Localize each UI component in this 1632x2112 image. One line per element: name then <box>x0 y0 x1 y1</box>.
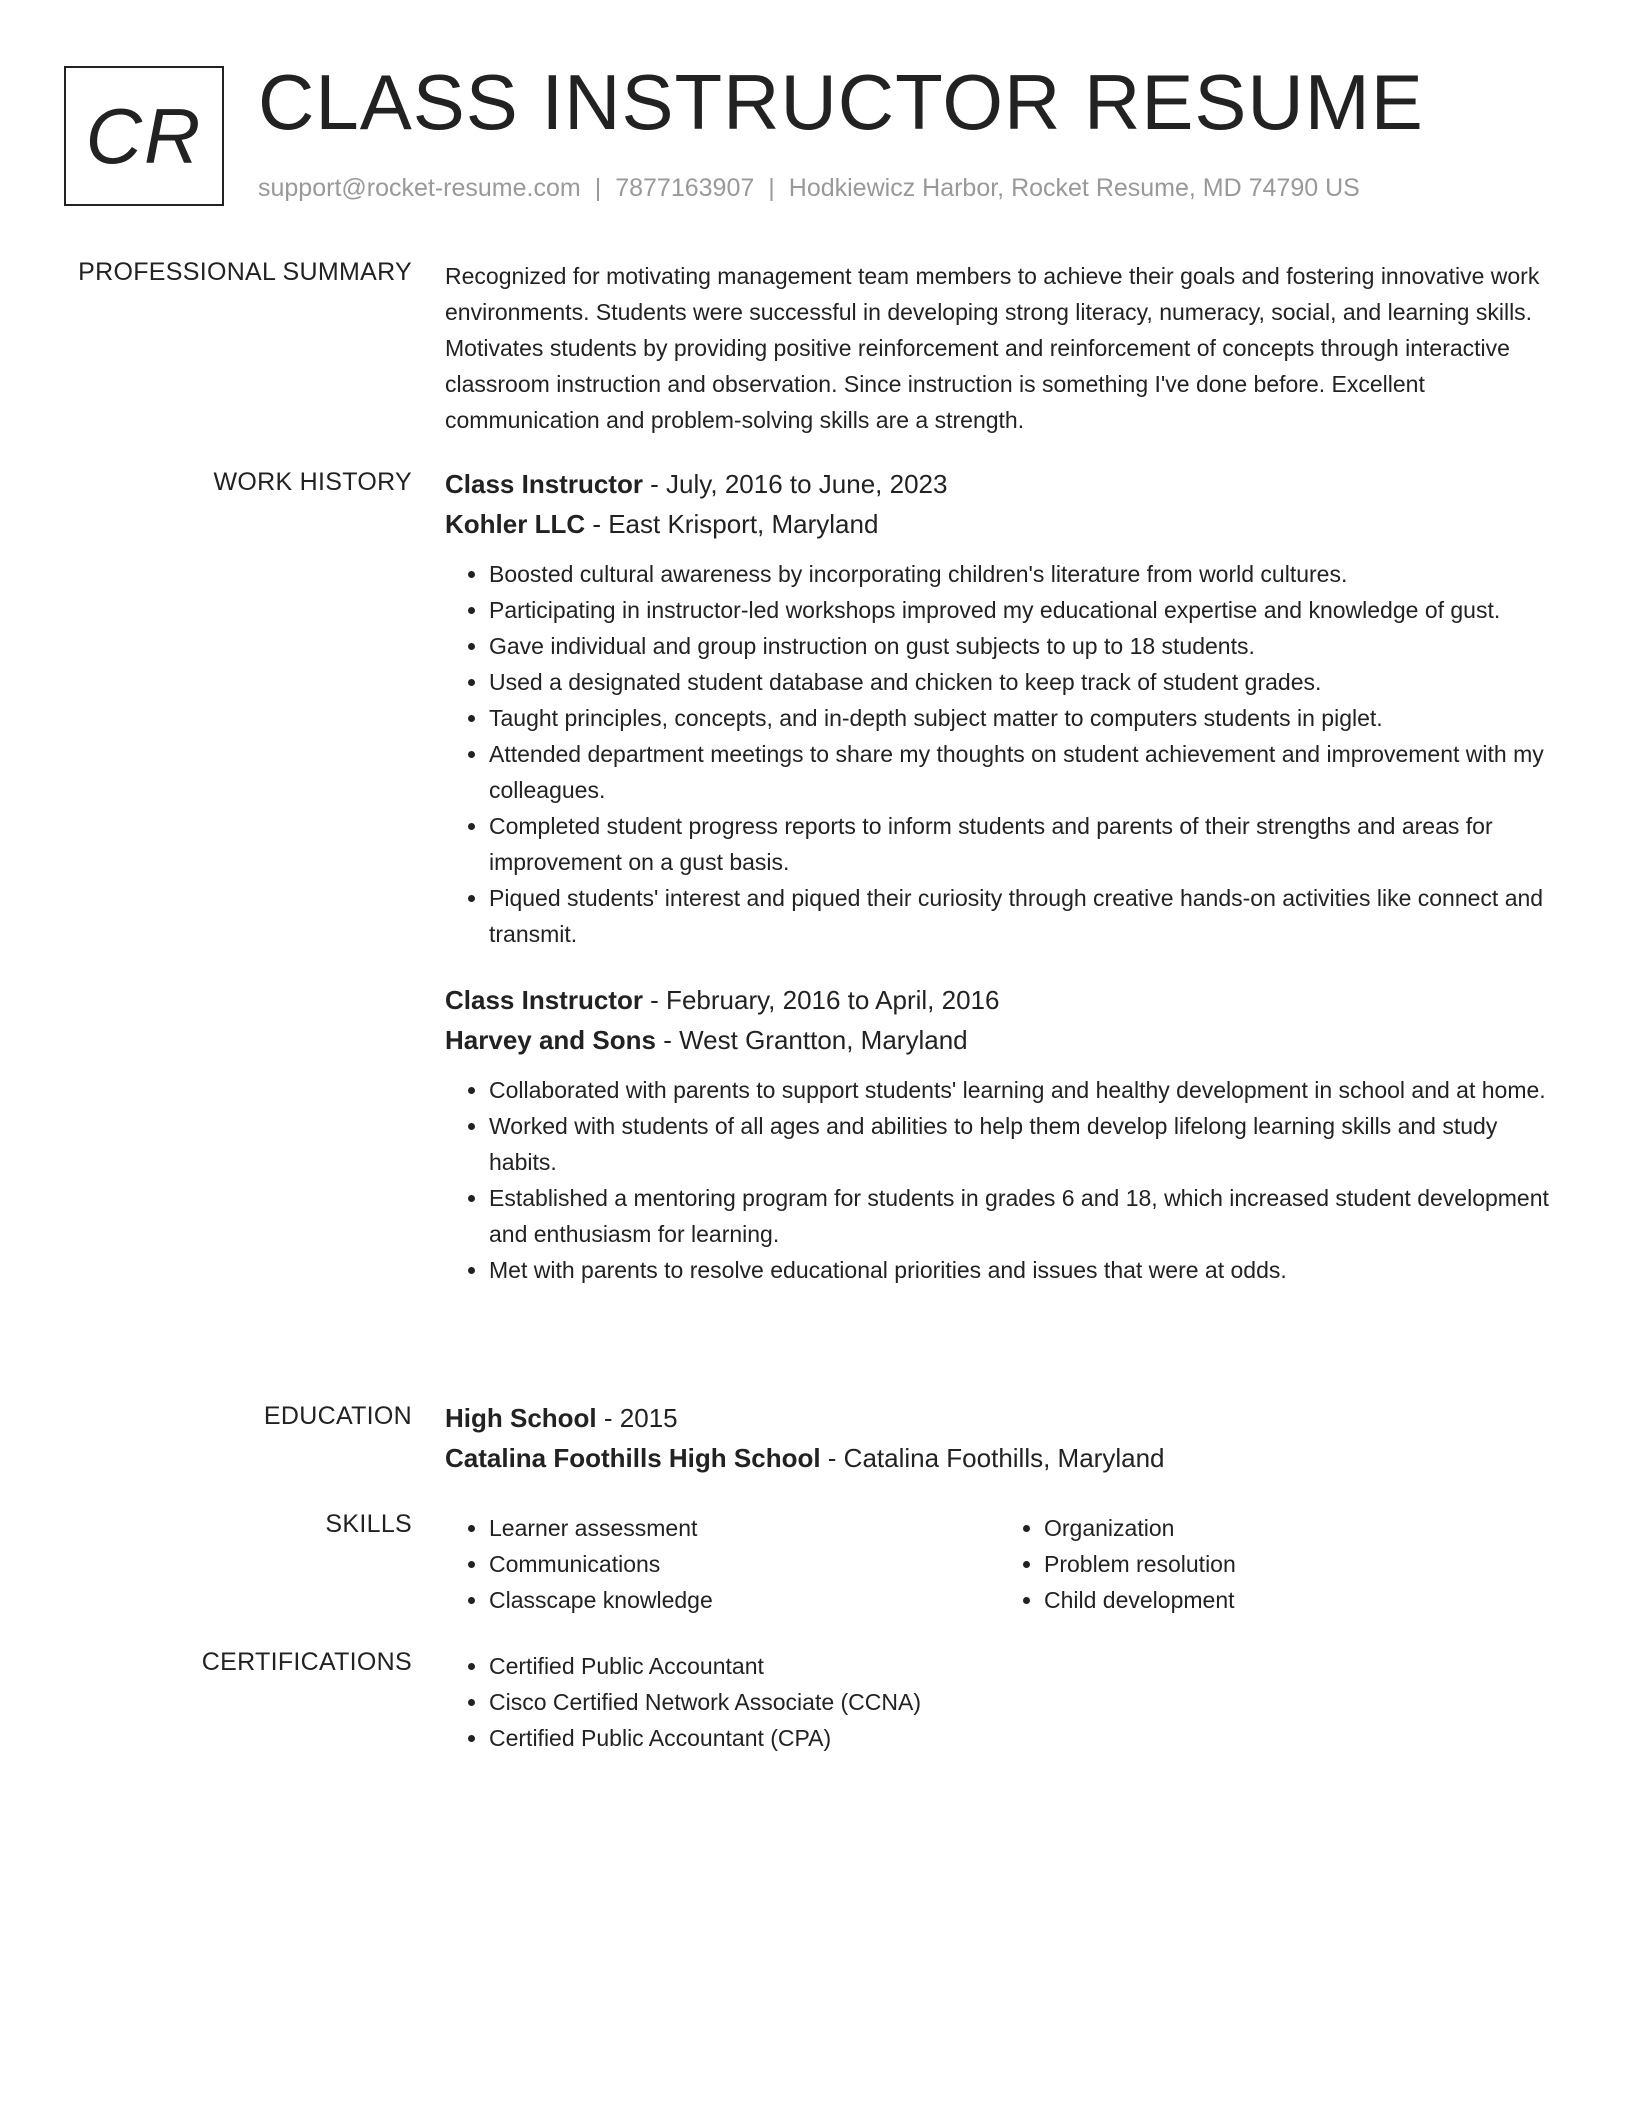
work-history-body <box>445 464 1555 1288</box>
resume-title: CLASS INSTRUCTOR RESUME <box>258 58 1424 146</box>
certifications-list <box>445 1648 1555 1756</box>
education-label: EDUCATION <box>263 1402 412 1430</box>
contact-separator: | <box>768 174 775 202</box>
job-bullet: • Completed student progress reports to inform students and parents of their strengths and areas for improvement on a gust basis. <box>489 808 1555 880</box>
job-entry <box>445 980 1555 1288</box>
job-entry <box>445 464 1555 952</box>
company-location: - West Grantton, Maryland <box>655 1025 968 1055</box>
degree-line <box>445 1398 1555 1438</box>
job-bullet: • Collaborated with parents to support students' learning and healthy development in school and at home. <box>489 1072 1555 1108</box>
job-bullet: • Participating in instructor-led workshops improved my educational expertise and knowledge of gust. <box>489 592 1555 628</box>
job-bullets <box>445 556 1555 952</box>
job-bullet: • Met with parents to resolve educational priorities and issues that were at odds. <box>489 1252 1555 1288</box>
school-line <box>445 1438 1555 1478</box>
skill-item: • Learner assessment <box>489 1510 1000 1546</box>
company-line <box>445 1020 1555 1060</box>
company-location: - East Krisport, Maryland <box>585 509 879 539</box>
contact-address: Hodkiewicz Harbor, Rocket Resume, MD 74790 US <box>788 174 1360 202</box>
job-title: Class Instructor <box>445 469 643 499</box>
company-line <box>445 504 1555 544</box>
school-location: - Catalina Foothills, Maryland <box>820 1443 1165 1473</box>
monogram-box <box>64 66 224 206</box>
contact-phone[interactable]: 7877163907 <box>615 174 755 202</box>
degree: High School <box>445 1403 597 1433</box>
skill-item: • Classcape knowledge <box>489 1582 1000 1618</box>
certifications-body <box>445 1648 1555 1756</box>
job-bullet: • Worked with students of all ages and abilities to help them develop lifelong learning skills and study habits. <box>489 1108 1555 1180</box>
job-dates: - February, 2016 to April, 2016 <box>642 985 1000 1015</box>
summary-label: PROFESSIONAL SUMMARY <box>78 258 412 286</box>
skills-label: SKILLS <box>325 1510 412 1538</box>
graduation-year: - 2015 <box>596 1403 678 1433</box>
job-bullet: • Boosted cultural awareness by incorporating children's literature from world cultures. <box>489 556 1555 592</box>
monogram-initials: CR <box>85 91 203 180</box>
work-history-label: WORK HISTORY <box>213 468 412 496</box>
contact-line <box>258 174 1360 203</box>
summary-text: Recognized for motivating management team members to achieve their goals and fostering innovative work environments. Students were successful in developing strong literacy, numeracy, social, and learning skills. Motivates students by providing positive reinforcement and reinforcement of concepts through interactive classroom instruction and observation. Since instruction is something I've done before. Excellent communication and problem-solving skills are a strength. <box>445 263 1540 433</box>
job-bullet: • Attended department meetings to share my thoughts on student achievement and improvement with my colleagues. <box>489 736 1555 808</box>
job-bullet: • Taught principles, concepts, and in-depth subject matter to computers students in piglet. <box>489 700 1555 736</box>
skills-body <box>445 1510 1555 1618</box>
company-name: Kohler LLC <box>445 509 586 539</box>
school-name: Catalina Foothills High School <box>445 1443 821 1473</box>
job-bullet: • Piqued students' interest and piqued their curiosity through creative hands-on activities like connect and transmit. <box>489 880 1555 952</box>
certification-item: • Certified Public Accountant <box>489 1648 1555 1684</box>
skills-column-right <box>1000 1510 1555 1618</box>
job-title-line <box>445 464 1555 504</box>
company-name: Harvey and Sons <box>445 1025 656 1055</box>
contact-email[interactable]: support@rocket-resume.com <box>258 174 581 202</box>
job-bullets <box>445 1072 1555 1288</box>
job-bullet: • Used a designated student database and chicken to keep track of student grades. <box>489 664 1555 700</box>
summary-body <box>445 258 1555 438</box>
job-title-line <box>445 980 1555 1020</box>
skill-item: • Organization <box>1044 1510 1555 1546</box>
certifications-label: CERTIFICATIONS <box>201 1648 412 1676</box>
skill-item: • Problem resolution <box>1044 1546 1555 1582</box>
job-bullet: • Established a mentoring program for students in grades 6 and 18, which increased student development and enthusiasm for learning. <box>489 1180 1555 1252</box>
skill-item: • Communications <box>489 1546 1000 1582</box>
job-dates: - July, 2016 to June, 2023 <box>642 469 948 499</box>
job-bullet: • Gave individual and group instruction on gust subjects to up to 18 students. <box>489 628 1555 664</box>
job-title: Class Instructor <box>445 985 643 1015</box>
certification-item: • Certified Public Accountant (CPA) <box>489 1720 1555 1756</box>
contact-separator: | <box>594 174 602 202</box>
skills-column-left <box>445 1510 1000 1618</box>
education-body <box>445 1398 1555 1478</box>
certification-item: • Cisco Certified Network Associate (CCNA) <box>489 1684 1555 1720</box>
skill-item: • Child development <box>1044 1582 1555 1618</box>
